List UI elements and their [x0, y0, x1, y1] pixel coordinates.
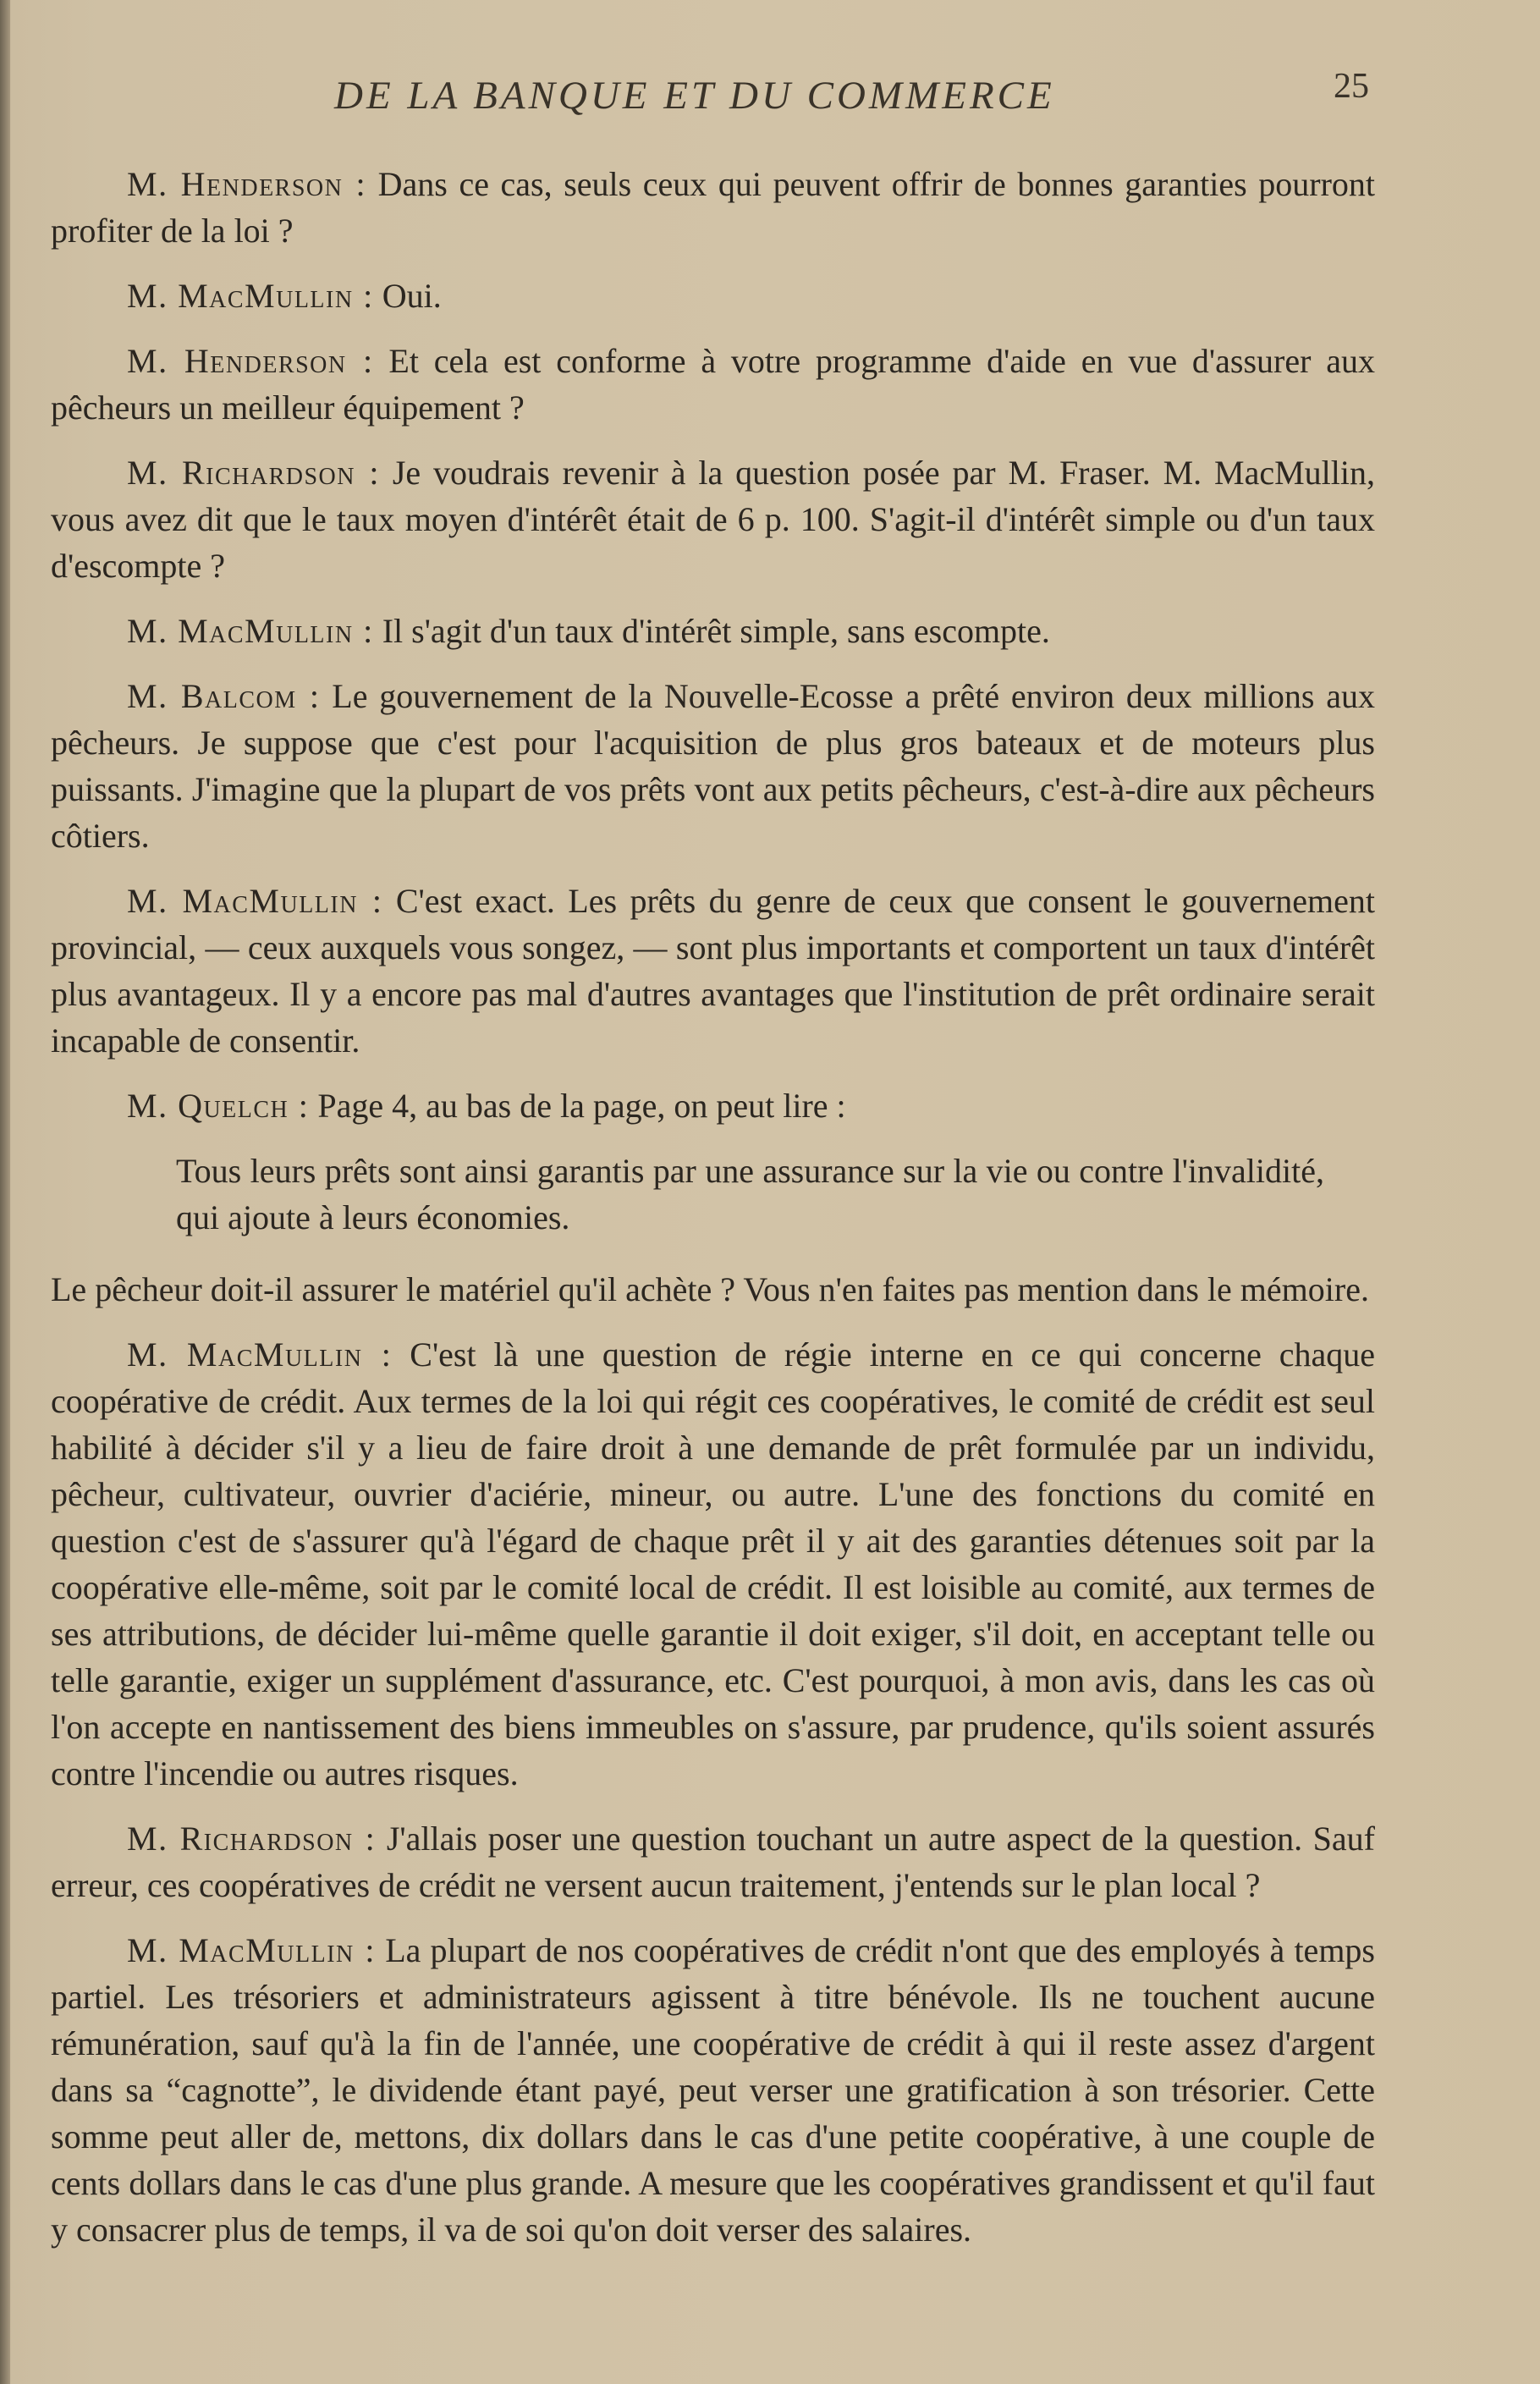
paragraph: [51, 338, 1375, 431]
speech-text: Dans ce cas, seuls ceux qui peuvent offrir de bonnes garanties pourront profiter de la loi ?: [51, 165, 1376, 250]
speech-text: Je voudrais revenir à la question posée par M. Fraser. M. MacMullin, vous avez dit que le taux moyen d'intérêt était de 6 p. 100. S'agit-il d'intérêt simple ou d'un taux d'escompte ?: [51, 454, 1375, 585]
paragraph: [51, 608, 1375, 654]
book-spine-shadow: [0, 0, 10, 2384]
speech-text: La plupart de nos coopératives de crédit n'ont que des employés à temps partiel. Les trésoriers et administrateurs agissent à titre bénévole. Ils ne touchent aucune rémunération, sauf qu'à la fin de l'année, une coopérative de crédit à qui il reste assez d'argent dans sa “cagnotte”, le dividende étant payé, peut verser une gratification à son trésorier. Cette somme peut aller de, mettons, dix dollars dans le cas d'une petite coopérative, à une couple de cents dollars dans le cas d'une plus grande. A mesure que les coopératives grandissent et qu'il faut y consacrer plus de temps, il va de soi qu'on doit verser des salaires.: [51, 1931, 1375, 2249]
speaker-name: M. MacMullin :: [127, 277, 374, 315]
speaker-name: M. MacMullin :: [127, 882, 383, 920]
speaker-name: M. Balcom :: [127, 677, 321, 715]
paragraph: [51, 1082, 1375, 1129]
paragraph: [51, 161, 1375, 254]
speaker-name: M. MacMullin :: [127, 1931, 377, 1969]
paragraph: [51, 1331, 1375, 1797]
speaker-name: M. Henderson :: [127, 165, 367, 203]
paragraph: [51, 1815, 1375, 1908]
speaker-name: M. Richardson :: [127, 1820, 377, 1858]
speech-text: Il s'agit d'un taux d'intérêt simple, sans escompte.: [373, 612, 1050, 650]
speech-text: J'allais poser une question touchant un autre aspect de la question. Sauf erreur, ces coopératives de crédit ne versent aucun traitement, j'entends sur le plan local ?: [51, 1820, 1375, 1904]
paragraph: [51, 449, 1375, 589]
speech-text: C'est exact. Les prêts du genre de ceux que consent le gouvernement provincial, — ceux auxquels vous songez, — sont plus importants et comportent un taux d'intérêt plus avantageux. Il y a encore pas mal d'autres avantages que l'institution de prêt ordinaire serait incapable de consentir.: [51, 882, 1375, 1060]
speaker-name: M. Henderson :: [127, 342, 374, 380]
paragraph: [51, 1927, 1375, 2253]
speech-text: C'est là une question de régie interne en ce qui concerne chaque coopérative de crédit. Aux termes de la loi qui régit ces coopératives, le comité de crédit est seul habilité à décider s'il y a lieu de faire droit à une demande de prêt formulée par un individu, pêcheur, cultivateur, ouvrier d'aciérie, mineur, ou autre. L'une des fonctions du comité en question c'est de s'assurer qu'à l'égard de chaque prêt il y ait des garanties détenues soit par la coopérative elle-même, soit par le comité local de crédit. Il est loisible au comité, aux termes de ses attributions, de décider lui-même quelle garantie il doit exiger, s'il doit, en acceptant telle ou telle garantie, exiger un supplément d'assurance, etc. C'est pourquoi, à mon avis, dans les cas où l'on accepte en nantissement des biens immeubles on s'assure, par prudence, qu'ils soient assurés contre l'incendie ou autres risques.: [51, 1335, 1375, 1792]
speaker-name: M. Quelch :: [127, 1087, 310, 1125]
running-head: DE LA BANQUE ET DU COMMERCE: [334, 74, 1055, 118]
speaker-name: M. MacMullin :: [127, 1335, 393, 1374]
body-text: [51, 161, 1375, 2271]
paragraph: [51, 878, 1375, 1064]
speech-text: Le gouvernement de la Nouvelle-Ecosse a prêté environ deux millions aux pêcheurs. Je suppose que c'est pour l'acquisition de plus gros bateaux et de moteurs plus puissants. J'imagine que la plupart de vos prêts vont aux petits pêcheurs, c'est-à-dire aux pêcheurs côtiers.: [51, 677, 1375, 855]
speaker-name: M. MacMullin :: [127, 612, 374, 650]
paragraph: [51, 273, 1375, 319]
speech-text: Page 4, au bas de la page, on peut lire :: [309, 1087, 846, 1125]
speaker-name: M. Richardson :: [127, 454, 380, 492]
speech-text: Et cela est conforme à votre programme d'aide en vue d'assurer aux pêcheurs un meilleur équipement ?: [51, 342, 1375, 427]
paragraph: [51, 673, 1375, 859]
paragraph: Le pêcheur doit-il assurer le matériel qu'il achète ? Vous n'en faites pas mention dans le mémoire.: [51, 1270, 1369, 1308]
speech-text: Oui.: [373, 277, 442, 315]
block-quote: Tous leurs prêts sont ainsi garantis par une assurance sur la vie ou contre l'invalidité, qui ajoute à leurs économies.: [176, 1152, 1324, 1236]
page-number: 25: [1334, 67, 1369, 106]
